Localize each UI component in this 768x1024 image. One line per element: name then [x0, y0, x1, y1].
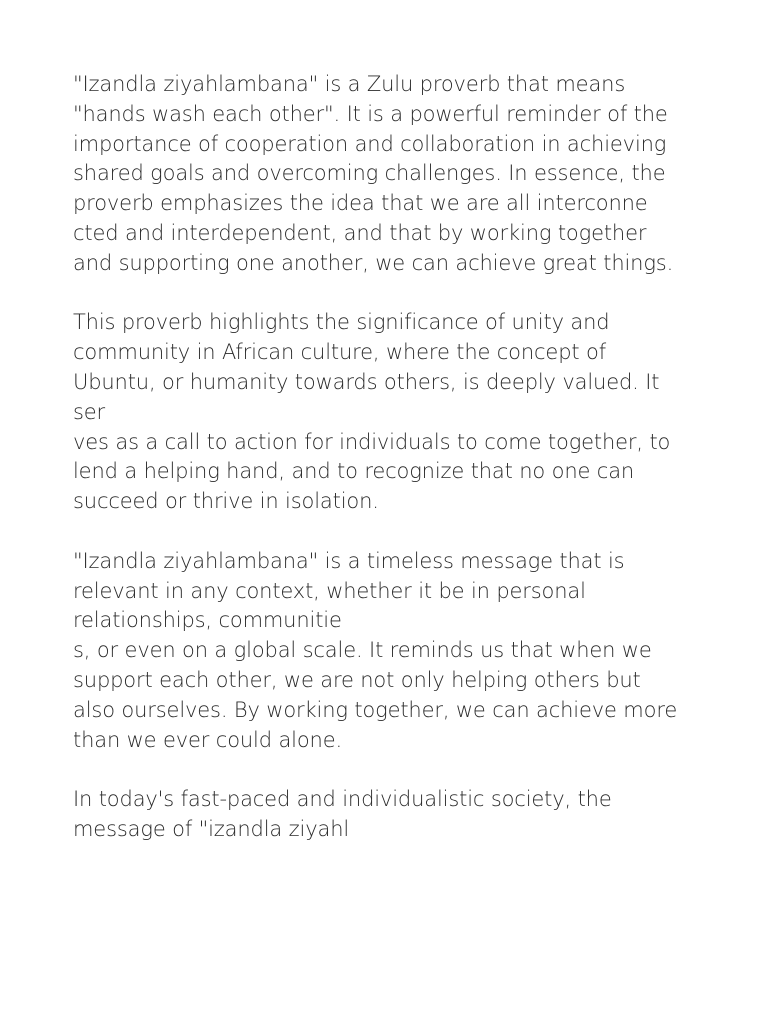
text-line: also ourselves. By working together, we can achieve more — [73, 697, 678, 722]
text-line: message of "izandla ziyahl — [73, 816, 350, 841]
paragraph-2 — [73, 308, 713, 517]
text-line: relevant in any context, whether it be in personal — [73, 578, 586, 603]
text-line: ves as a call to action for individuals to come together, to — [73, 429, 671, 454]
text-line: proverb emphasizes the idea that we are all interconne — [73, 191, 648, 216]
document-body — [73, 70, 713, 845]
text-line: relationships, communitie — [73, 608, 342, 633]
paragraph-3 — [73, 547, 713, 756]
text-line: support each other, we are not only helping others but — [73, 667, 641, 692]
text-line: lend a helping hand, and to recognize that no one can — [73, 459, 635, 484]
text-line: In today's fast-paced and individualistic society, the — [73, 787, 612, 812]
paragraph-gap — [73, 755, 713, 785]
text-line: cted and interdependent, and that by working together — [73, 220, 647, 245]
text-line: shared goals and overcoming challenges. In essence, the — [73, 161, 666, 186]
text-line: importance of cooperation and collaboration in achieving — [73, 131, 667, 156]
text-line: "hands wash each other". It is a powerful reminder of the — [73, 101, 668, 126]
paragraph-1 — [73, 70, 713, 279]
text-line: than we ever could alone. — [73, 727, 342, 752]
text-line: succeed or thrive in isolation. — [73, 489, 379, 514]
paragraph-gap — [73, 517, 713, 547]
text-line: This proverb highlights the significance of unity and — [73, 310, 610, 335]
text-line: s, or even on a global scale. It reminds us that when we — [73, 638, 652, 663]
text-line: "Izandla ziyahlambana" is a timeless message that is — [73, 548, 625, 573]
text-line: "Izandla ziyahlambana" is a Zulu proverb that means — [73, 72, 626, 96]
text-line: ser — [73, 399, 106, 424]
text-line: community in African culture, where the concept of — [73, 340, 606, 365]
text-line: Ubuntu, or humanity towards others, is deeply valued. It — [73, 369, 660, 394]
paragraph-4 — [73, 785, 713, 845]
paragraph-gap — [73, 279, 713, 309]
text-line: and supporting one another, we can achieve great things. — [73, 250, 674, 275]
